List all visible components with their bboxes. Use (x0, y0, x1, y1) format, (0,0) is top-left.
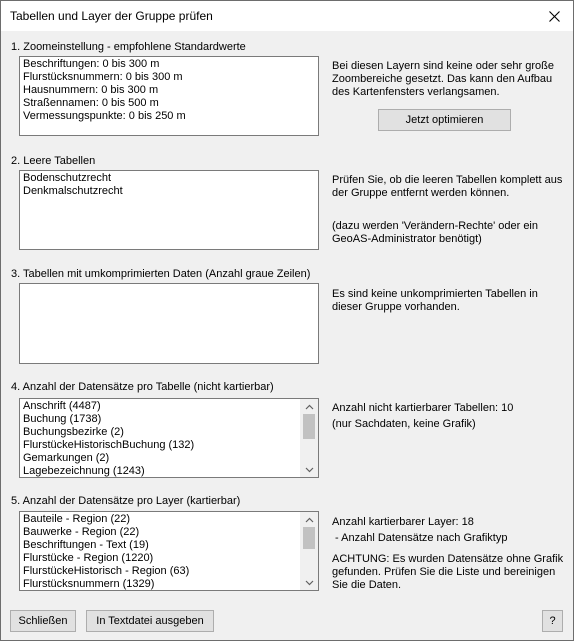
optimize-now-button[interactable]: Jetzt optimieren (378, 109, 511, 131)
close-window-button[interactable] (539, 4, 569, 28)
list-item[interactable]: Flurstücke - Region (1220) (23, 552, 154, 564)
records-per-layer-label: 5. Anzahl der Datensätze pro Layer (kartierbar) (11, 495, 241, 507)
list-item[interactable]: Gemarkungen (2) (23, 452, 110, 464)
uncompressed-info-text: Es sind keine unkomprimierten Tabellen in dieser Gruppe vorhanden. (332, 288, 538, 313)
uncompressed-tables-list[interactable] (19, 283, 319, 364)
mappable-layers-count: Anzahl kartierbarer Layer: 18 (332, 516, 474, 528)
scroll-down-arrow-icon (305, 580, 314, 586)
zoom-section-label: 1. Zoomeinstellung - empfohlene Standardwerte (11, 41, 246, 53)
empty-tables-info-text: Prüfen Sie, ob die leeren Tabellen komplett aus der Gruppe entfernt werden können. (332, 174, 563, 199)
list-item[interactable]: Bauwerke - Region (22) (23, 526, 140, 538)
list-item[interactable]: Hausnummern: 0 bis 300 m (23, 84, 159, 96)
list-item[interactable]: FlurstückeHistorisch - Region (63) (23, 565, 190, 577)
list-item[interactable]: Buchungsbezirke (2) (23, 426, 124, 438)
records-per-table-label: 4. Anzahl der Datensätze pro Tabelle (nicht kartierbar) (11, 381, 274, 393)
unmappable-tables-note: (nur Sachdaten, keine Grafik) (332, 418, 476, 430)
scroll-down-arrow-icon (305, 467, 314, 473)
list-item[interactable]: Anschrift (4487) (23, 400, 101, 412)
zoom-list[interactable] (19, 56, 319, 136)
list-item[interactable]: Bodenschutzrecht (23, 172, 112, 184)
scroll-up-button[interactable] (301, 400, 318, 413)
list-item[interactable]: Lagebezeichnung (1243) (23, 465, 145, 477)
unmappable-tables-count: Anzahl nicht kartierbarer Tabellen: 10 (332, 402, 514, 414)
export-to-textfile-button[interactable]: In Textdatei ausgeben (86, 610, 214, 632)
empty-tables-label: 2. Leere Tabellen (11, 155, 96, 167)
scroll-up-button[interactable] (301, 513, 318, 526)
vertical-scrollbar[interactable] (300, 512, 318, 590)
list-item[interactable]: Bauteile - Region (22) (23, 513, 131, 525)
mappable-layers-note: - Anzahl Datensätze nach Grafiktyp (332, 532, 508, 544)
uncompressed-section-label: 3. Tabellen mit umkomprimierten Daten (Anzahl graue Zeilen) (11, 268, 311, 280)
records-per-layer-list[interactable] (19, 511, 319, 591)
list-item[interactable]: FlurstückeHistorischBuchung (132) (23, 439, 195, 451)
list-item[interactable]: Flurstücksnummern: 0 bis 300 m (23, 71, 183, 83)
scrollbar-thumb[interactable] (303, 527, 315, 549)
vertical-scrollbar[interactable] (300, 399, 318, 477)
scroll-down-button[interactable] (301, 463, 318, 476)
window-title: Tabellen und Layer der Gruppe prüfen (10, 9, 213, 23)
scroll-up-arrow-icon (305, 404, 314, 410)
title-bar (1, 1, 573, 31)
list-item[interactable]: Straßennamen: 0 bis 500 m (23, 97, 159, 109)
missing-graphics-warning: ACHTUNG: Es wurden Datensätze ohne Grafik gefunden. Prüfen Sie die Liste und bereinigen Sie die Daten. (332, 553, 564, 591)
close-icon (549, 11, 560, 22)
scrollbar-thumb[interactable] (303, 414, 315, 439)
records-per-table-list[interactable] (19, 398, 319, 478)
list-item[interactable]: Denkmalschutzrecht (23, 185, 123, 197)
scroll-up-arrow-icon (305, 517, 314, 523)
close-button[interactable]: Schließen (10, 610, 76, 632)
empty-tables-list[interactable] (19, 170, 319, 250)
empty-tables-rights-note: (dazu werden 'Verändern-Rechte' oder ein GeoAS-Administrator benötigt) (332, 220, 538, 245)
help-button[interactable]: ? (542, 610, 563, 632)
list-item[interactable]: Flurstücksnummern (1329) (23, 578, 155, 590)
scroll-down-button[interactable] (301, 576, 318, 589)
list-item[interactable]: Beschriftungen: 0 bis 300 m (23, 58, 160, 70)
list-item[interactable]: Vermessungspunkte: 0 bis 250 m (23, 110, 186, 122)
zoom-info-text: Bei diesen Layern sind keine oder sehr große Zoombereiche gesetzt. Das kann den Aufbau des Kartenfensters verlangsamen. (332, 60, 554, 98)
list-item[interactable]: Buchung (1738) (23, 413, 102, 425)
list-item[interactable]: Beschriftungen - Text (19) (23, 539, 149, 551)
